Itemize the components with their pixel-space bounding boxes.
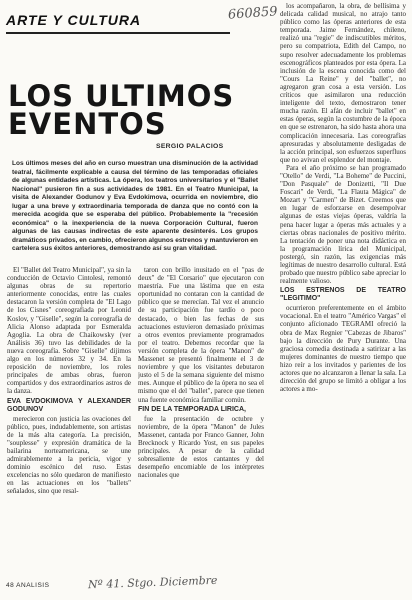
paragraph: Para el año próximo se han programado "Otello" de Verdi, "La Boheme" de Puccini, "Don Pasquale" de Donizetti, "Il Due Foscari" de Verdi, "La Flauta Mágica" de Mozart y "Carmen" de Bizet. Creemos que en lugar de esforzarse en desempolvar algunas de estas viejas óperas, valdría la pena hacer lugar a óperas más actuales y a ciertas obras nacionales de positivo mérito. La tentación de poner una nota didáctica en la programación lírica del Municipal, postergó, sin razón, las exigencias más legítimas de nuestro desarrollo cultural. Está probado que nuestro público sabe apreciar lo realmente valioso. xyxy=(280,163,406,286)
paragraph: merecieron con justicia las ovaciones del público, pues, indudablemente, son artistas de la más alta categoría. La precisión, "souplesse" y expresión dramática de la bailarina norteamericana, se une admirablemente a la pericia, vigor y dominio escénico del ruso. Estas excelencias no sólo quedaron de manifiesto en las actuaciones en los "ballets" señalados, sino que resal- xyxy=(7,414,131,496)
article-lead: Los últimos meses del año en curso muestran una disminución de la actividad teatral, fácilmente explicable a causa del término de las temporadas oficiales de algunas entidades artísticas. La ópera, los teatros universitarios y el "Ballet Nacional" pusieron fin a sus actividades de 1981. En el Teatro Municipal, la visita de Alexander Godunov y Eva Evdokimova, ocurrida en noviembre, dio lugar a una breve y extraordinaria temporada de danza que no contó con la merecida acogida que se esperaba del público. Probablemente la "recesión económica" o la inexperiencia de la nueva Corporación Cultural, fueron algunas de las causas indirectas de este aparente desinterés. Los grupos dramáticos privados, en cambio, ofrecieron algunos estrenos y mantuvieron en cartelera sus éxitos anteriores, demostrando así su gran vitalidad. xyxy=(12,160,258,252)
page-footer: 48 ANALISIS xyxy=(6,582,50,589)
paragraph: fue la presentación de octubre y noviembre, de la ópera "Manon" de Jules Massenet, cantada por Franco Ganner, John Brecknock y Ricardo Yost, en sus papeles principales. A pesar de la calidad sobresaliente de estos cantantes y del desempeño encomiable de los intérpretes nacionales que xyxy=(138,414,264,480)
subheading: FIN DE LA TEMPORADA LIRICA, xyxy=(138,405,246,413)
section-header xyxy=(6,12,230,34)
section-title: ARTE Y CULTURA xyxy=(6,12,142,28)
paragraph: El "Ballet del Teatro Municipal", ya sin la conducción de Octavio Cintolesi, remontó algunas obras de su repertorio anteriormente conocidas, entre las cuales destacaron la versión completa de "El Lago de los Cisnes" coreografiada por Leonid Koslov, y "Giselle", según la coreografía de Alicia Alonso adaptada por Esmeralda Agoglia. La obra de Chaikowsky (ver Análisis 36) tuvo las debilidades de la nueva coreografía. Sobre "Giselle" dijimos algo en los números 32 y 34. En la reposición de noviembre, los roles principales de ambas obras, fueron compartidos y dos extraordinarios astros de la danza. xyxy=(7,266,131,396)
paragraph: ocurrieron preferentemente en el ámbito vocacional. En el teatro "Américo Vargas" el conjunto afícionado TEGRAMI ofreció la obra de Max Regnier "Cabezas de Jibaros" bajo la dirección de Pury Durante. Una graciosa comedia destinada a satirizar a las mujeres dominantes de nuestro tiempo que hizo reír a los invitados y parientes de los actores que no alcanzaron a llenar la sala. La dirección del grupo se limitó a obligar a los actores a mo- xyxy=(280,304,406,394)
paragraph: taron con brillo inusitado en el "pas de deux" de "El Corsario" que ejecutaron con maestría. Fue una lástima que en esta oportunidad no contaran con la cantidad de público que se merecían. Tal vez el anuncio de su participación fue tardío o poco destacado, o bien las fechas de sus actuaciones estuvieron demasiado próximas a otros eventos previamente programados por el teatro. Debemos recordar que la versión completa de la ópera "Manon" de Massenet se presentó finalmente el 3 de noviembre y que los visitantes debutaron justo el 5 de la semana siguiente del mismo mes. Aunque el público de la ópera no sea el mismo que el del "ballet", parece que tienen una fuente económica familiar común. xyxy=(138,266,264,404)
text-column-2 xyxy=(138,266,264,578)
handwritten-annotation: 660859 xyxy=(227,4,279,23)
paragraph: los acompañaron, la obra, de bellísima y delicada calidad musical, no atrajo tanto público como las óperas anteriores de esta temporada. Jaime Fernández, chileno, realizó una "regie" de indiscutibles méritos, pero su compatriota, Edith del Campo, no supo resolver adecuadamente los problemas escenográficos planteados por esta ópera. La inclusión de la escena conocida como del "Cours La Reine" y del "ballet", no agregaron gran cosa a esta versión. Los críticos que asimilaron una reducción inteligente del texto, demostraron tener mucha razón. El afán de incluir "ballet" en estas óperas, según la costumbre de la época en que se estrenaron, ha sido hasta ahora una complicación innecesaria. Las coreografías apresuradas y absolutamente desligadas de la acción principal, son esfuerzos superfluos que no avivan el esplendor del montaje. xyxy=(280,2,406,164)
handwritten-footer-note: Nº 41. Stgo. Diciembre xyxy=(87,573,218,592)
article-headline: LOS ULTIMOS EVENTOS xyxy=(8,79,235,141)
article-byline: SERGIO PALACIOS xyxy=(156,143,224,150)
subheading: LOS ESTRENOS DE TEATRO "LEGITIMO" xyxy=(280,287,406,303)
text-column-3 xyxy=(280,2,406,588)
subheading: EVA EVDOKIMOVA Y ALEXANDER GODUNOV xyxy=(7,397,131,413)
text-column-1 xyxy=(7,266,131,578)
